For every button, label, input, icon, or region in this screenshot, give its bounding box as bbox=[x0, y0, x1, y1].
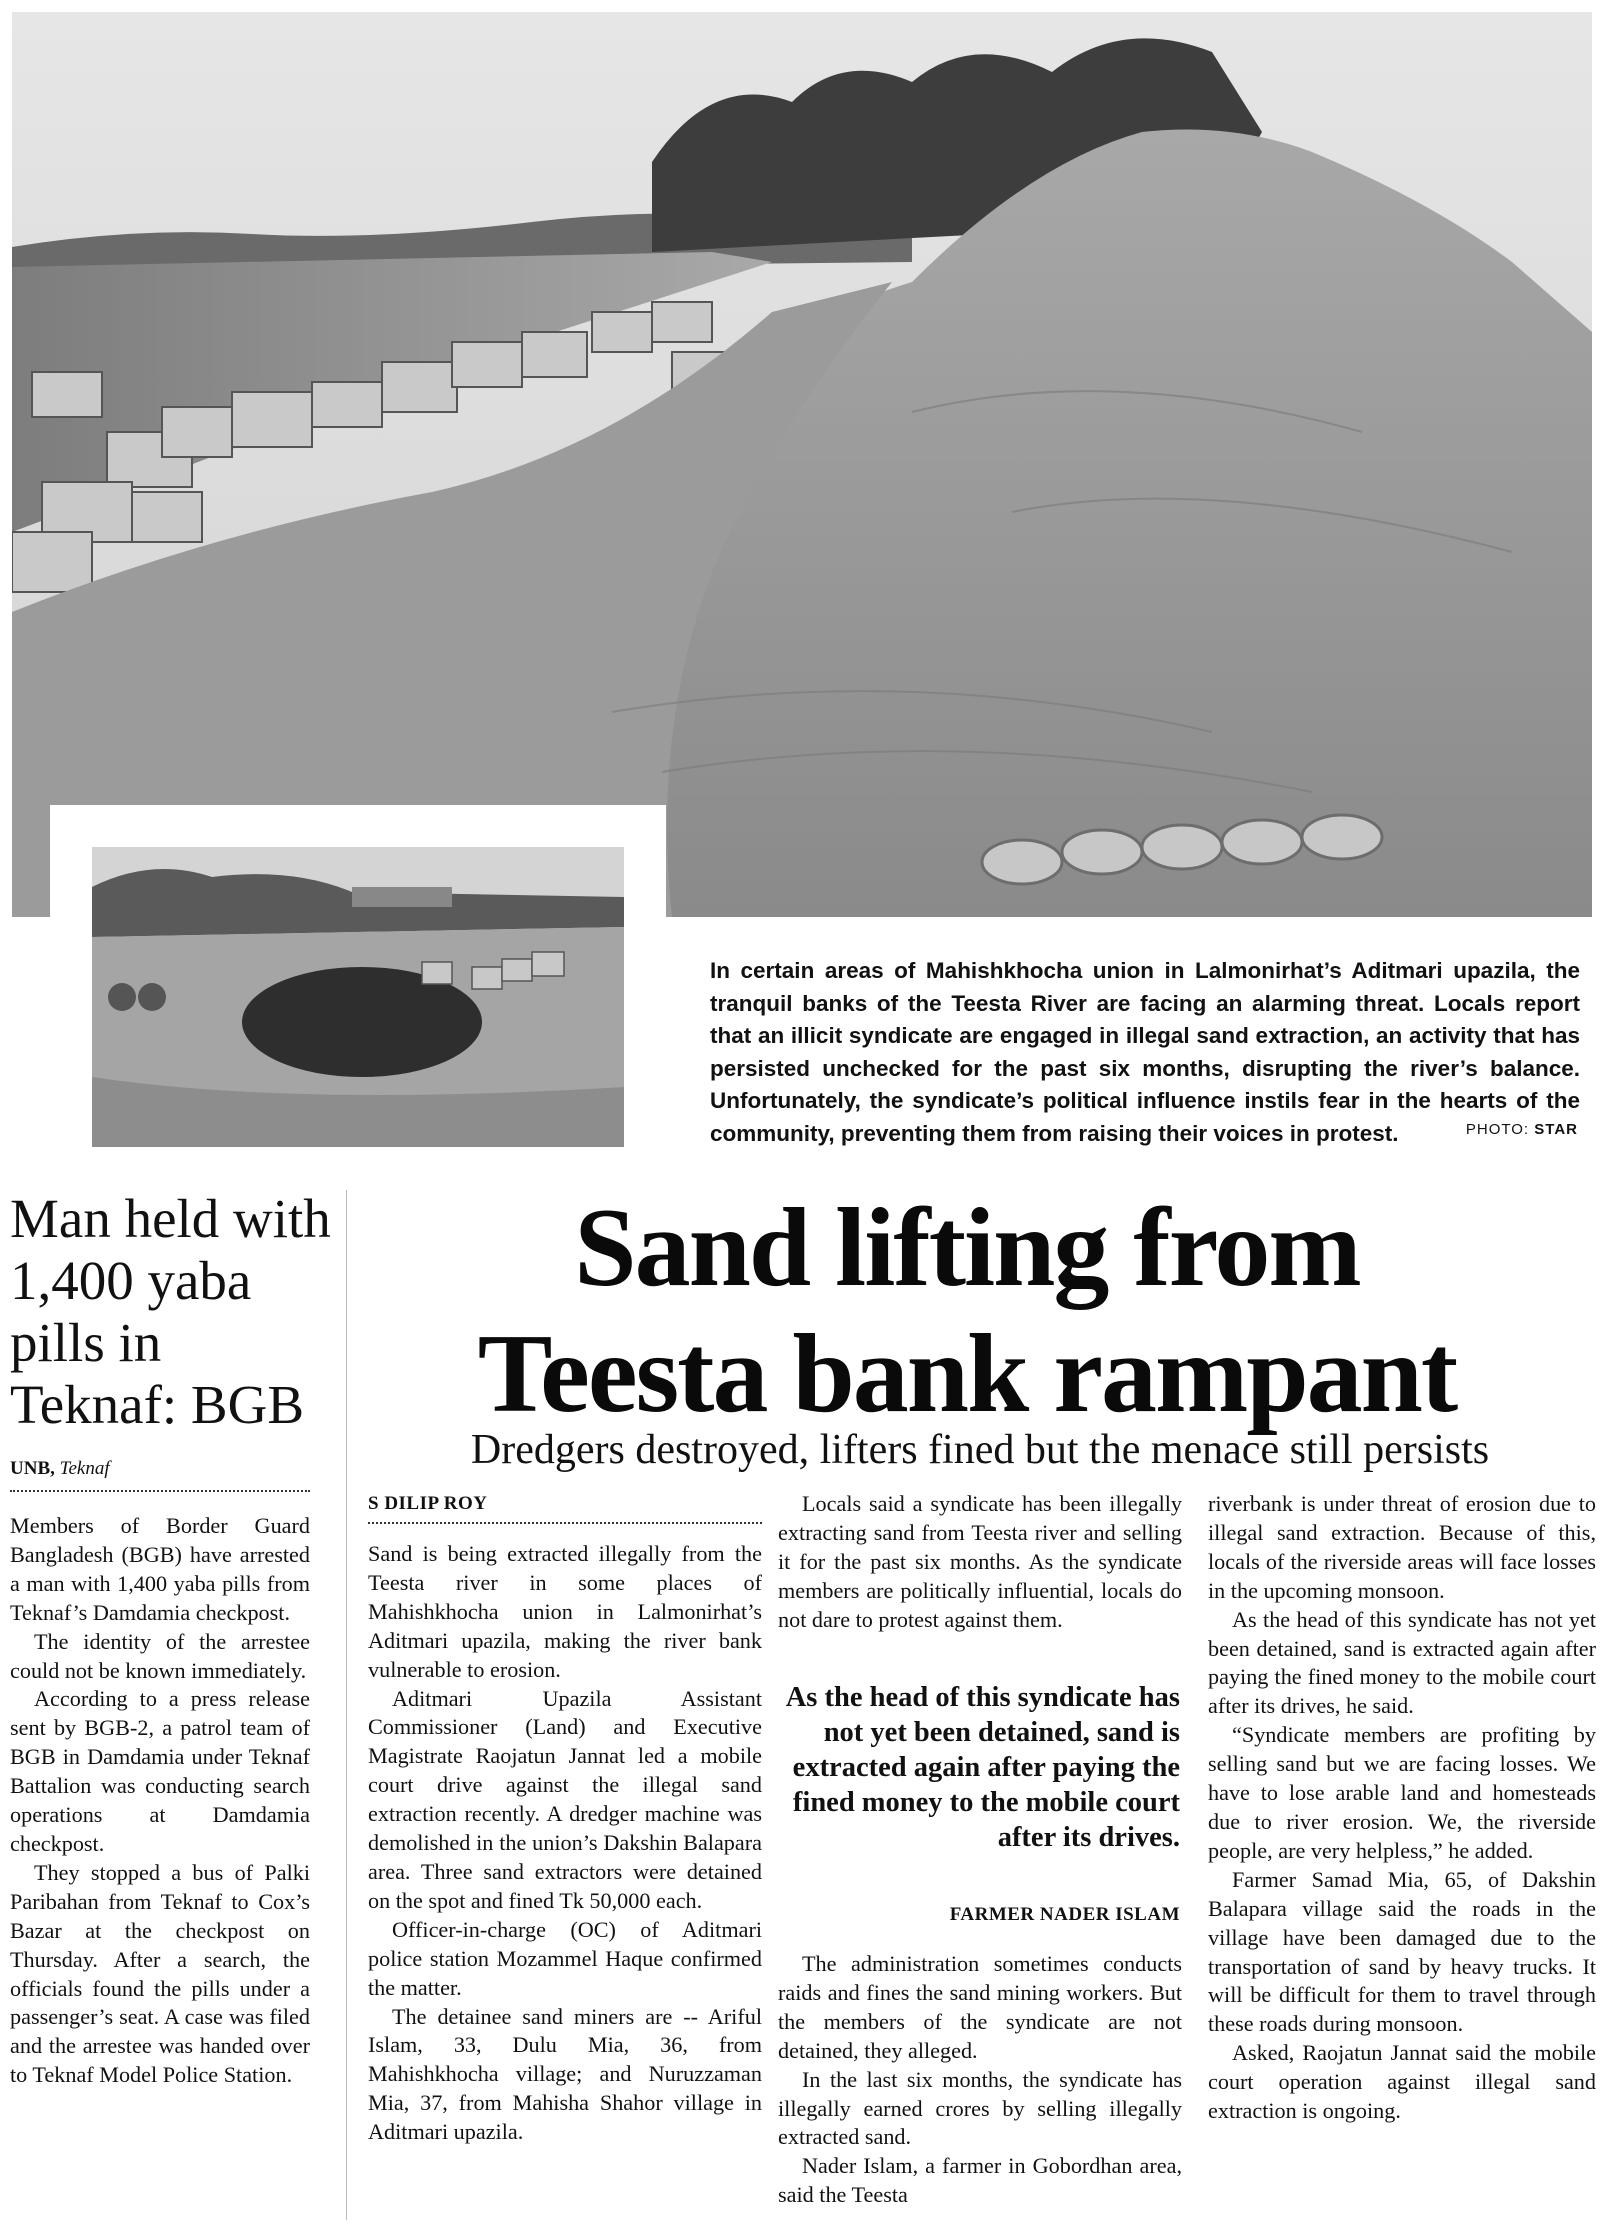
column-paragraph: Farmer Samad Mia, 65, of Dakshin Balapara village said the roads in the village have been damaged due to the transportation of sand by heavy trucks. It will be difficult for them to travel through these roads during monsoon. bbox=[1208, 1866, 1596, 2037]
story-column-1 bbox=[368, 1540, 762, 2147]
column-paragraph: Aditmari Upazila Assistant Commissioner (Land) and Executive Magistrate Raojatun Jannat led a mobile court drive against the illegal sand extraction recently. A dredger machine was demolished in the union’s Dakshin Balapara area. Three sand extractors were detained on the spot and fined Tk 50,000 each. bbox=[368, 1685, 762, 1913]
side-paragraph: According to a press release sent by BGB-2, a patrol team of BGB in Damdamia under Teknaf Battalion was conducting search operations at Damdamia checkpost. bbox=[10, 1686, 310, 1856]
headline-line-1: Sand lifting from bbox=[574, 1186, 1360, 1310]
story-column-3 bbox=[1208, 1490, 1596, 2126]
column-paragraph: Officer-in-charge (OC) of Aditmari police station Mozammel Haque confirmed the matter. bbox=[368, 1916, 762, 2000]
column-paragraph: Sand is being extracted illegally from the Teesta river in some places of Mahishkhocha union in Lalmonirhat’s Aditmari upazila, making the river bank vulnerable to erosion. bbox=[368, 1541, 762, 1682]
column-paragraph: As the head of this syndicate has not yet been detained, sand is extracted again after paying the fined money to the mobile court after its drives, he said. bbox=[1208, 1606, 1596, 1719]
column-paragraph: Nader Islam, a farmer in Gobordhan area, said the Teesta bbox=[778, 2153, 1182, 2208]
side-story-byline bbox=[10, 1458, 110, 1480]
side-byline-agency: UNB, bbox=[10, 1458, 55, 1479]
side-paragraph: Members of Border Guard Bangladesh (BGB) have arrested a man with 1,400 yaba pills from Teknaf’s Damdamia checkpost. bbox=[10, 1513, 310, 1625]
photo-credit bbox=[1466, 1121, 1578, 1138]
side-paragraph: They stopped a bus of Palki Paribahan from Teknaf to Cox’s Bazar at the checkpost on Thursday. After a search, the officials found the pills under a passenger’s seat. A case was filed and the arrestee was handed over to Teknaf Model Police Station. bbox=[10, 1859, 310, 2088]
column-paragraph: The detainee sand miners are -- Ariful Islam, 33, Dulu Mia, 36, from Mahishkhocha village; and Nuruzzaman Mia, 37, from Mahisha Shahor village in Aditmari upazila. bbox=[368, 2003, 762, 2145]
inset-photo bbox=[50, 805, 666, 1205]
photo-caption: In certain areas of Mahishkhocha union in Lalmonirhat’s Aditmari upazila, the tranquil banks of the Teesta River are facing an alarming threat. Locals report that an illicit syndicate are engaged in illegal sand extraction, an activity that has persisted unchecked for the past six months, disrupting the river’s balance. Unfortunately, the syndicate’s political influence instils fear in the hearts of the community, preventing them from raising their voices in protest. bbox=[710, 958, 1580, 1146]
photo-credit-source: STAR bbox=[1534, 1121, 1578, 1138]
photo-credit-label: PHOTO: bbox=[1465, 1121, 1530, 1138]
side-story-headline: Man held with 1,400 yaba pills in Teknaf: BGB bbox=[10, 1188, 331, 1435]
column-paragraph: riverbank is under threat of erosion due to illegal sand extraction. Because of this, locals of the riverside areas will face losses in the upcoming monsoon. bbox=[1208, 1491, 1596, 1603]
side-story-body bbox=[10, 1512, 310, 2090]
main-headline bbox=[330, 1185, 1604, 1437]
story-column-2 bbox=[778, 1490, 1182, 1635]
column-paragraph: The administration sometimes conducts raids and fines the sand mining workers. But the members of the syndicate are not detained, they alleged. bbox=[778, 1951, 1182, 2063]
side-paragraph: The identity of the arrestee could not be known immediately. bbox=[10, 1628, 310, 1683]
main-byline: S DILIP ROY bbox=[368, 1493, 488, 1514]
column-paragraph: “Syndicate members are profiting by selling sand but we are facing losses. We have to lose arable land and homesteads due to river erosion. We, the riverside people, are very helpless,” he added. bbox=[1208, 1722, 1596, 1863]
main-photo bbox=[12, 12, 1592, 917]
main-subhead: Dredgers destroyed, lifters fined but the menace still persists bbox=[470, 1427, 1490, 1473]
story-column-2-continued bbox=[778, 1950, 1182, 2210]
headline-line-2: Teesta bank rampant bbox=[477, 1312, 1457, 1436]
column-paragraph: Asked, Raojatun Jannat said the mobile court operation against illegal sand extraction is ongoing. bbox=[1208, 2040, 1596, 2124]
main-byline-rule bbox=[368, 1522, 762, 1524]
side-byline-rule bbox=[10, 1490, 310, 1492]
column-paragraph: In the last six months, the syndicate has illegally earned crores by selling illegally extracted sand. bbox=[778, 2066, 1182, 2150]
column-paragraph: Locals said a syndicate has been illegally extracting sand from Teesta river and selling it for the past six months. As the syndicate members are politically influential, locals do not dare to protest against them. bbox=[778, 1491, 1182, 1632]
pull-quote: As the head of this syndicate has not yet been detained, sand is extracted again after paying the fined money to the mobile court after its drives. bbox=[785, 1682, 1180, 1853]
side-byline-place: Teknaf bbox=[59, 1458, 110, 1479]
pull-quote-attribution: FARMER NADER ISLAM bbox=[949, 1904, 1180, 1925]
